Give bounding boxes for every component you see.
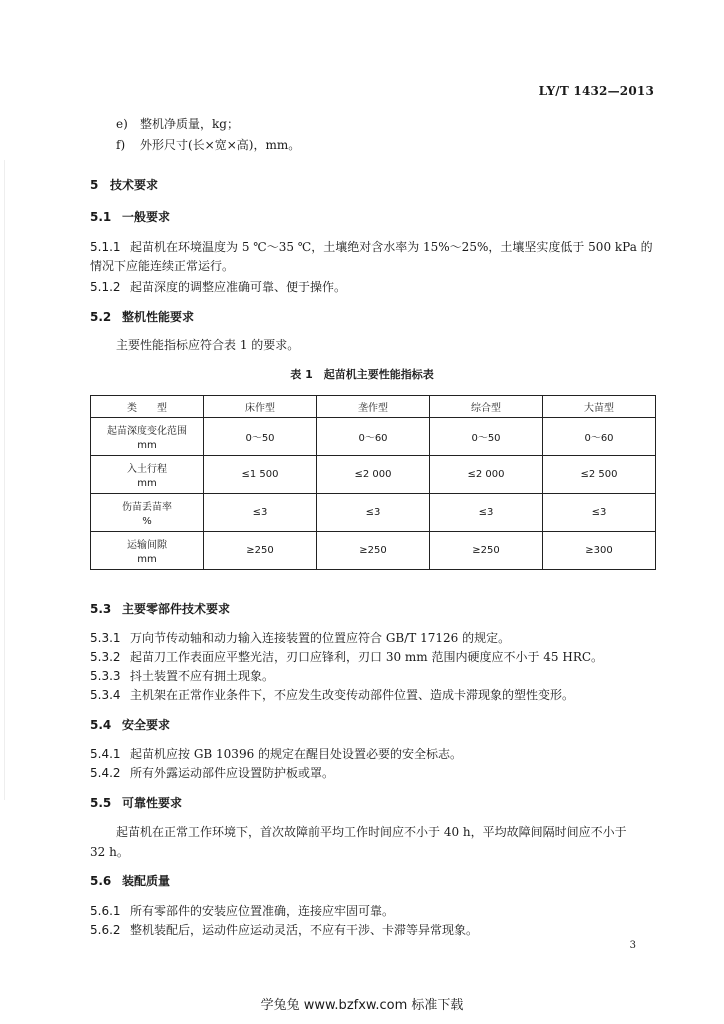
row-label-cell bbox=[91, 494, 204, 532]
section-5-2-heading bbox=[90, 308, 194, 325]
clause-text: 整机装配后，运动件应运动灵活，不应有干涉、卡滞等异常现象。 bbox=[130, 923, 479, 937]
table-header-cell: 垄作型 bbox=[317, 396, 430, 418]
section-title: 安全要求 bbox=[122, 718, 171, 732]
section-5-4-heading bbox=[90, 716, 170, 733]
table-cell: ≤1 500 bbox=[204, 456, 317, 494]
section-title: 技术要求 bbox=[110, 178, 159, 192]
standard-number: LY/T 1432—2013 bbox=[538, 84, 654, 98]
section-title: 主要零部件技术要求 bbox=[122, 602, 231, 616]
row-unit: mm bbox=[137, 440, 157, 451]
clause-5-3-3 bbox=[90, 667, 274, 685]
clause-text: 主机架在正常作业条件下，不应发生改变传动部件位置、造成卡滞现象的塑性变形。 bbox=[130, 688, 575, 702]
clause-5-1-1-cont: 情况下应能连续正常运行。 bbox=[90, 259, 235, 273]
section-5-3-heading bbox=[90, 600, 230, 617]
table-cell: ≤3 bbox=[204, 494, 317, 532]
row-label: 起苗深度变化范围 bbox=[107, 426, 187, 437]
list-text: 外形尺寸(长×宽×高)，mm。 bbox=[140, 138, 301, 152]
clause-number: 5.4.2 bbox=[90, 766, 121, 780]
table-cell: 0～60 bbox=[317, 418, 430, 456]
list-marker: f) bbox=[116, 138, 126, 152]
row-unit: % bbox=[142, 516, 152, 527]
table-row bbox=[91, 532, 656, 570]
section-5-heading bbox=[90, 176, 158, 193]
clause-5-1-2 bbox=[90, 278, 346, 296]
row-label: 运输间隙 bbox=[127, 540, 167, 551]
clause-number: 5.3.3 bbox=[90, 669, 121, 683]
clause-5-6-1 bbox=[90, 902, 394, 920]
clause-5-1-1 bbox=[90, 238, 653, 256]
section-5-2-text: 主要性能指标应符合表 1 的要求。 bbox=[116, 338, 300, 352]
table-cell: 0～60 bbox=[543, 418, 656, 456]
clause-number: 5.4.1 bbox=[90, 747, 121, 761]
clause-5-6-2 bbox=[90, 921, 478, 939]
table-cell: 0～50 bbox=[430, 418, 543, 456]
section-title: 整机性能要求 bbox=[122, 310, 195, 324]
table-header-cell: 大苗型 bbox=[543, 396, 656, 418]
section-5-6-heading bbox=[90, 872, 170, 889]
clause-number: 5.6.1 bbox=[90, 904, 121, 918]
section-number: 5.3 bbox=[90, 602, 112, 616]
section-5-1-heading bbox=[90, 208, 170, 225]
row-label-cell bbox=[91, 532, 204, 570]
section-number: 5.6 bbox=[90, 874, 112, 888]
clause-number: 5.3.4 bbox=[90, 688, 121, 702]
table-header-cell: 床作型 bbox=[204, 396, 317, 418]
clause-text: 所有零部件的安装应位置准确，连接应牢固可靠。 bbox=[130, 904, 395, 918]
table-cell: ≥250 bbox=[430, 532, 543, 570]
list-marker: e) bbox=[116, 117, 128, 131]
list-text: 整机净质量，kg； bbox=[140, 117, 239, 131]
clause-number: 5.3.2 bbox=[90, 650, 121, 664]
clause-text: 起苗机应按 GB 10396 的规定在醒目处设置必要的安全标志。 bbox=[130, 747, 463, 761]
section-5-5-text-line1: 起苗机在正常工作环境下，首次故障前平均工作时间应不小于 40 h，平均故障间隔时间应不小于 bbox=[116, 825, 627, 839]
table-cell: ≥250 bbox=[317, 532, 430, 570]
table-cell: ≥250 bbox=[204, 532, 317, 570]
section-number: 5.5 bbox=[90, 796, 112, 810]
clause-text: 起苗刀工作表面应平整光洁，刃口应锋利，刃口 30 mm 范围内硬度应不小于 45 HRC。 bbox=[130, 650, 604, 664]
table-header-row bbox=[91, 396, 656, 418]
performance-table bbox=[90, 395, 656, 570]
page-number: 3 bbox=[629, 940, 636, 951]
table-row bbox=[91, 494, 656, 532]
row-unit: mm bbox=[137, 554, 157, 565]
section-title: 可靠性要求 bbox=[122, 796, 183, 810]
section-title: 一般要求 bbox=[122, 210, 171, 224]
row-label-cell bbox=[91, 456, 204, 494]
clause-number: 5.6.2 bbox=[90, 923, 121, 937]
table-cell: ≤2 500 bbox=[543, 456, 656, 494]
clause-5-3-1 bbox=[90, 629, 510, 647]
section-number: 5 bbox=[90, 178, 99, 192]
row-label: 入土行程 bbox=[127, 464, 167, 475]
section-number: 5.2 bbox=[90, 310, 112, 324]
scan-margin-line bbox=[4, 160, 5, 800]
table-row bbox=[91, 456, 656, 494]
section-title: 装配质量 bbox=[122, 874, 171, 888]
table-cell: ≤3 bbox=[317, 494, 430, 532]
row-label-cell bbox=[91, 418, 204, 456]
clause-number: 5.3.1 bbox=[90, 631, 121, 645]
table-cell: ≤3 bbox=[430, 494, 543, 532]
clause-5-3-2 bbox=[90, 648, 603, 666]
section-5-5-text-line2: 32 h。 bbox=[90, 845, 129, 859]
table-caption: 表 1 起苗机主要性能指标表 bbox=[290, 368, 434, 381]
footer-watermark[interactable]: 学兔兔 www.bzfxw.com 标准下载 bbox=[260, 998, 464, 1013]
table-cell: ≥300 bbox=[543, 532, 656, 570]
clause-text: 万向节传动轴和动力输入连接装置的位置应符合 GB/T 17126 的规定。 bbox=[130, 631, 511, 645]
list-item-e bbox=[116, 115, 239, 133]
section-number: 5.4 bbox=[90, 718, 112, 732]
clause-text: 所有外露运动部件应设置防护板或罩。 bbox=[130, 766, 335, 780]
clause-number: 5.1.1 bbox=[90, 240, 121, 254]
clause-5-3-4 bbox=[90, 686, 574, 704]
clause-text-line1: 起苗机在环境温度为 5 ℃～35 ℃，土壤绝对含水率为 15%～25%，土壤坚实度低于 500 kPa 的 bbox=[130, 240, 653, 254]
table-cell: ≤2 000 bbox=[317, 456, 430, 494]
table-cell: ≤2 000 bbox=[430, 456, 543, 494]
clause-5-4-2 bbox=[90, 764, 334, 782]
row-label: 伤苗丢苗率 bbox=[122, 502, 172, 513]
section-5-5-heading bbox=[90, 794, 182, 811]
row-unit: mm bbox=[137, 478, 157, 489]
table-header-cell: 类 型 bbox=[91, 396, 204, 418]
table-row bbox=[91, 418, 656, 456]
table-cell: 0～50 bbox=[204, 418, 317, 456]
list-item-f bbox=[116, 136, 300, 154]
clause-number: 5.1.2 bbox=[90, 280, 121, 294]
table-header-cell: 综合型 bbox=[430, 396, 543, 418]
table-cell: ≤3 bbox=[543, 494, 656, 532]
section-number: 5.1 bbox=[90, 210, 112, 224]
clause-text: 起苗深度的调整应准确可靠、便于操作。 bbox=[130, 280, 347, 294]
clause-5-4-1 bbox=[90, 745, 462, 763]
clause-text: 抖土装置不应有拥土现象。 bbox=[130, 669, 275, 683]
